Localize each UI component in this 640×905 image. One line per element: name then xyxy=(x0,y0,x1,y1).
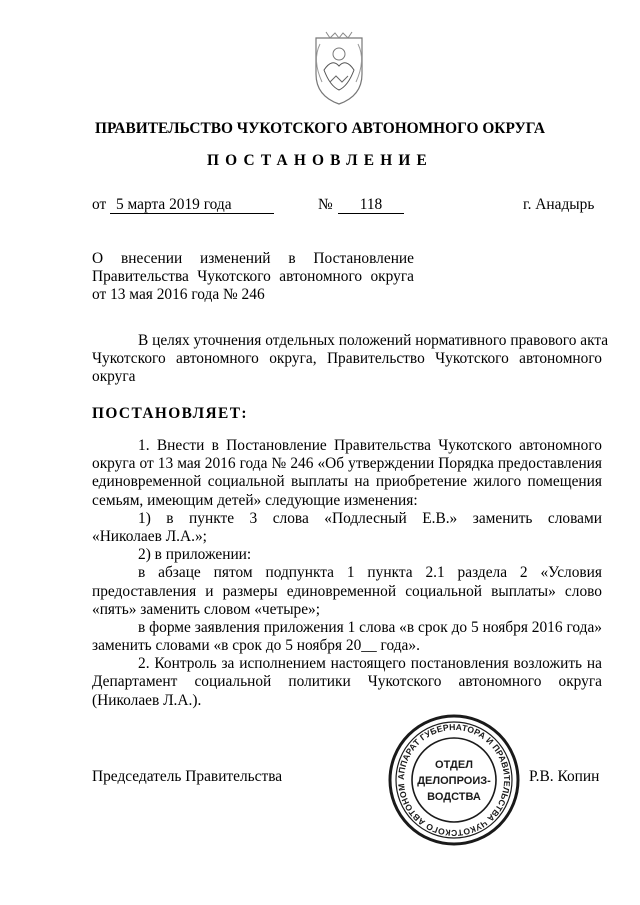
body-line: «пять» заменить словом «четыре»; xyxy=(92,600,321,618)
date-value: 5 марта 2019 года xyxy=(116,196,232,213)
signatory-name: Р.В. Копин xyxy=(529,768,600,785)
subject-line: от 13 мая 2016 года № 246 xyxy=(92,286,265,304)
city: г. Анадырь xyxy=(523,196,595,213)
body-line: в абзаце пятом подпункта 1 пункта 2.1 раздела 2 «Условия xyxy=(138,564,602,582)
resolves-heading: ПОСТАНОВЛЯЕТ: xyxy=(92,405,248,422)
coat-of-arms-icon xyxy=(302,30,376,108)
date-field xyxy=(110,196,274,214)
number-prefix: № xyxy=(318,196,333,213)
body-line: предоставления и размеры единовременной социальной выплаты» слово xyxy=(92,582,602,600)
subject-line: Правительства Чукотского автономного округа xyxy=(92,268,414,286)
stamp-ring-text: АППАРАТ ГУБЕРНАТОРА И ПРАВИТЕЛЬСТВА ЧУКОТСКОГО АВТОНОМ xyxy=(395,721,513,839)
stamp-center-line: ВОДСТВА xyxy=(427,791,481,803)
preamble-line: В целях уточнения отдельных положений нормативного правового акта xyxy=(138,332,609,349)
stamp-center-line: ДЕЛОПРОИЗ- xyxy=(417,775,491,787)
number-field xyxy=(338,196,404,214)
signatory-position: Председатель Правительства xyxy=(92,768,283,785)
body-line: 1. Внести в Постановление Правительства Чукотского автономного xyxy=(138,437,602,454)
preamble-line: округа xyxy=(92,368,136,386)
subject-block xyxy=(92,250,414,305)
office-stamp xyxy=(386,712,522,848)
date-prefix: от xyxy=(92,196,107,213)
body-line: заменить словами «в срок до 5 ноября 20__ года». xyxy=(92,637,420,655)
body-line: семьям, имеющим детей» следующие изменения: xyxy=(92,491,418,509)
preamble-block xyxy=(92,332,609,387)
body-line: (Николаев Л.А.). xyxy=(92,691,202,709)
stamp-center-line: ОТДЕЛ xyxy=(435,759,473,771)
body-line: «Николаев Л.А.»; xyxy=(92,527,207,545)
body-line: 1) в пункте 3 слова «Подлесный Е.В.» заменить словами xyxy=(138,509,602,527)
body-line: 2) в приложении: xyxy=(138,546,252,564)
preamble-line: Чукотского автономного округа, Правительство Чукотского автономного xyxy=(92,350,602,368)
body-line: Департамент социальной политики Чукотского автономного округа xyxy=(92,673,602,691)
document-type-title: ПОСТАНОВЛЕНИЕ xyxy=(206,152,434,169)
body-block xyxy=(92,437,602,710)
organization-title: ПРАВИТЕЛЬСТВО ЧУКОТСКОГО АВТОНОМНОГО ОКРУГА xyxy=(94,120,546,137)
subject-line: О внесении изменений в Постановление xyxy=(92,250,414,267)
body-line: округа от 13 мая 2016 года № 246 «Об утверждении Порядка предоставления xyxy=(92,455,602,473)
number-value: 118 xyxy=(359,196,383,213)
body-line: в форме заявления приложения 1 слова «в срок до 5 ноября 2016 года» xyxy=(138,618,602,636)
body-line: 2. Контроль за исполнением настоящего постановления возложить на xyxy=(138,655,602,673)
body-line: единовременной социальной выплаты на приобретение жилого помещения xyxy=(92,473,602,491)
